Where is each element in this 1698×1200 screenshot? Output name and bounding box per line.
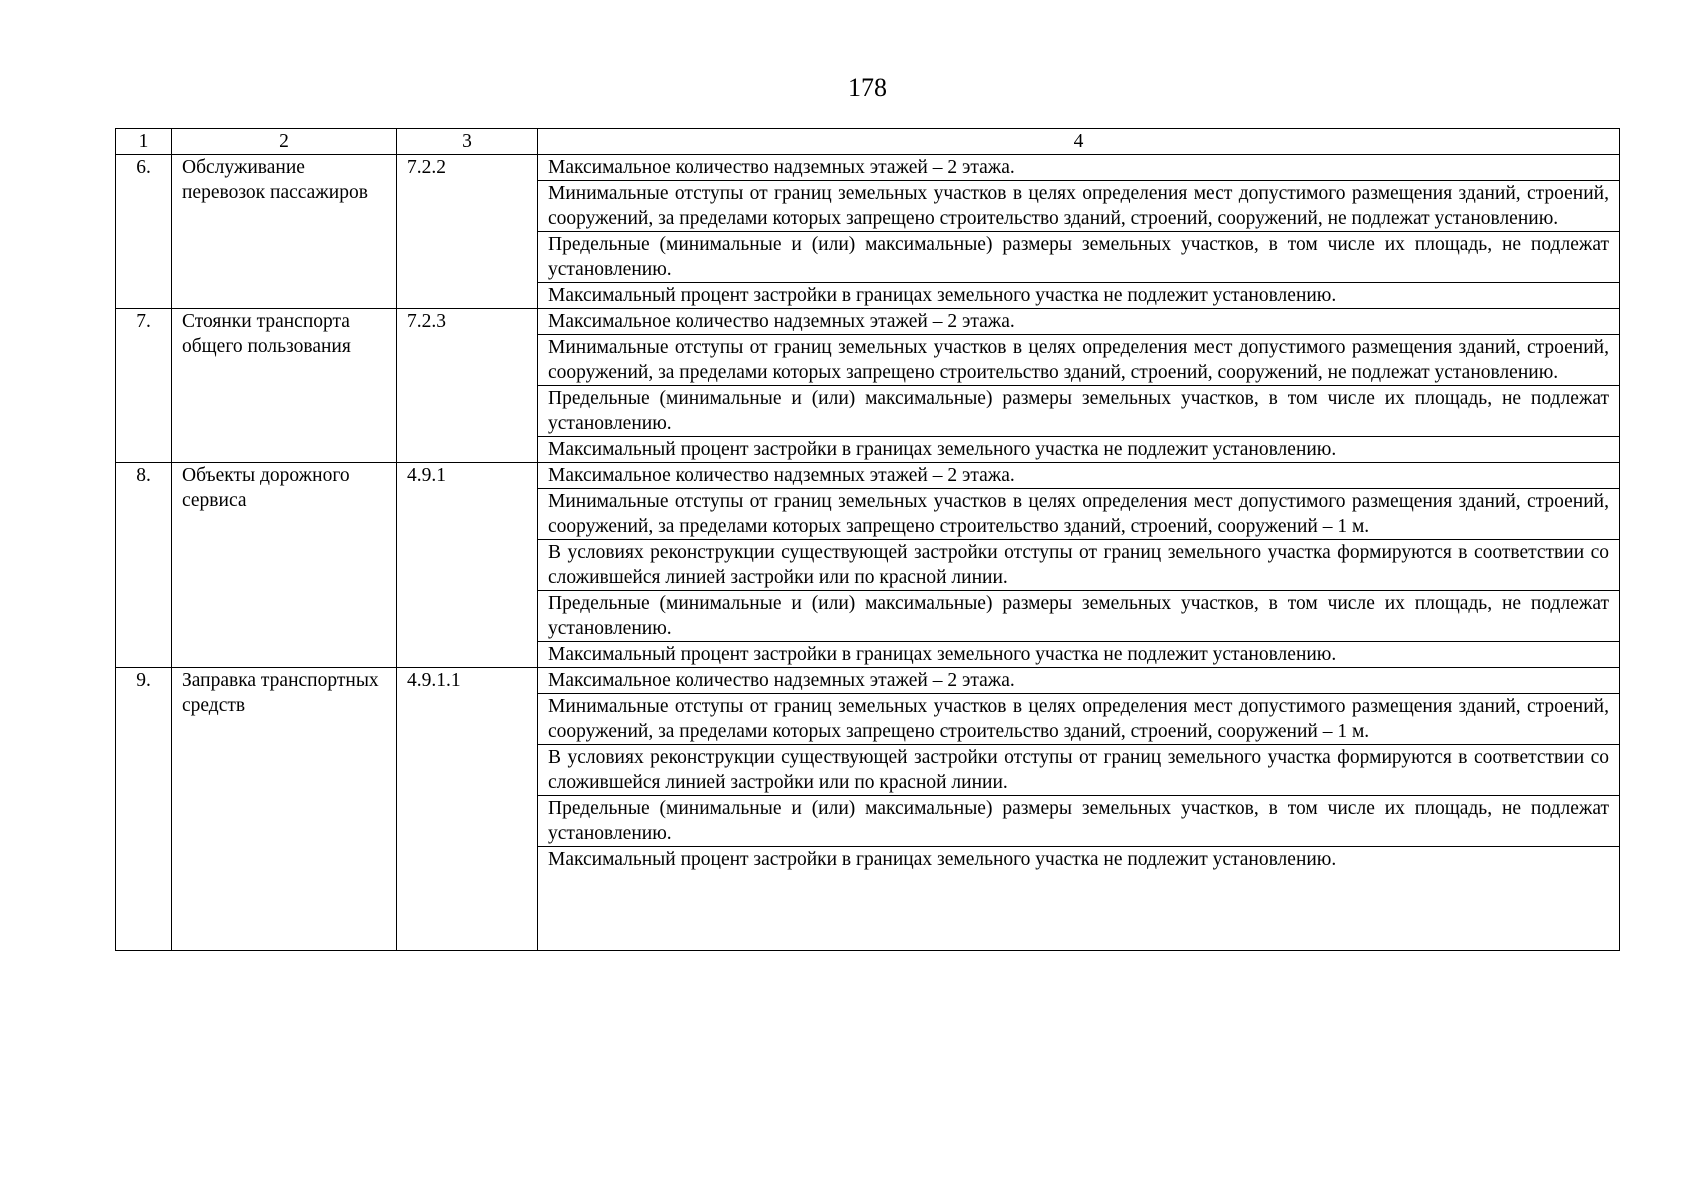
table-row — [116, 463, 1620, 489]
param-cell: Максимальное количество надземных этажей – 2 этажа. — [538, 463, 1620, 489]
param-cell: Минимальные отступы от границ земельных участков в целях определения мест допустимого размещения зданий, строений, сооружений, за пределами которых запрещено строительство зданий, строений, сооружений – 1 м. — [538, 489, 1620, 540]
param-cell: Минимальные отступы от границ земельных участков в целях определения мест допустимого размещения зданий, строений, сооружений, за пределами которых запрещено строительство зданий, строений, сооружений – 1 м. — [538, 694, 1620, 745]
param-cell: Предельные (минимальные и (или) максимальные) размеры земельных участков, в том числе их площадь, не подлежат установлению. — [538, 591, 1620, 642]
row-name: Обслуживание перевозок пассажиров — [172, 155, 397, 309]
row-name: Объекты дорожного сервиса — [172, 463, 397, 668]
row-code: 7.2.2 — [397, 155, 538, 309]
row-number: 7. — [116, 309, 172, 463]
page-number: 178 — [848, 73, 887, 102]
row-number: 6. — [116, 155, 172, 309]
param-cell: Максимальное количество надземных этажей – 2 этажа. — [538, 155, 1620, 181]
row-code: 4.9.1.1 — [397, 668, 538, 951]
param-cell: Минимальные отступы от границ земельных участков в целях определения мест допустимого размещения зданий, строений, сооружений, за пределами которых запрещено строительство зданий, строений, сооружений, не подлежат установлению. — [538, 335, 1620, 386]
param-cell: Максимальный процент застройки в границах земельного участка не подлежит установлению. — [538, 642, 1620, 668]
table-row — [116, 668, 1620, 694]
header-cell-2: 2 — [172, 129, 397, 155]
row-number: 9. — [116, 668, 172, 951]
row-number: 8. — [116, 463, 172, 668]
header-row — [116, 129, 1620, 155]
param-cell: Предельные (минимальные и (или) максимальные) размеры земельных участков, в том числе их площадь, не подлежат установлению. — [538, 796, 1620, 847]
regulations-table — [115, 128, 1620, 951]
param-cell: Максимальное количество надземных этажей – 2 этажа. — [538, 668, 1620, 694]
param-cell: Максимальное количество надземных этажей – 2 этажа. — [538, 309, 1620, 335]
param-cell: В условиях реконструкции существующей застройки отступы от границ земельного участка формируются в соответствии со сложившейся линией застройки или по красной линии. — [538, 540, 1620, 591]
header-cell-3: 3 — [397, 129, 538, 155]
header-cell-1: 1 — [116, 129, 172, 155]
header-cell-4: 4 — [538, 129, 1620, 155]
row-code: 7.2.3 — [397, 309, 538, 463]
row-name: Заправка транспортных средств — [172, 668, 397, 951]
param-cell: Максимальный процент застройки в границах земельного участка не подлежит установлению. — [538, 283, 1620, 309]
param-cell: Предельные (минимальные и (или) максимальные) размеры земельных участков, в том числе их площадь, не подлежат установлению. — [538, 386, 1620, 437]
param-cell: Максимальный процент застройки в границах земельного участка не подлежит установлению. — [538, 437, 1620, 463]
param-cell: Минимальные отступы от границ земельных участков в целях определения мест допустимого размещения зданий, строений, сооружений, за пределами которых запрещено строительство зданий, строений, сооружений, не подлежат установлению. — [538, 181, 1620, 232]
param-cell: В условиях реконструкции существующей застройки отступы от границ земельного участка формируются в соответствии со сложившейся линией застройки или по красной линии. — [538, 745, 1620, 796]
table-row — [116, 309, 1620, 335]
param-cell: Предельные (минимальные и (или) максимальные) размеры земельных участков, в том числе их площадь, не подлежат установлению. — [538, 232, 1620, 283]
param-cell: Максимальный процент застройки в границах земельного участка не подлежит установлению. — [538, 847, 1620, 951]
table-row — [116, 155, 1620, 181]
row-code: 4.9.1 — [397, 463, 538, 668]
row-name: Стоянки транспорта общего пользования — [172, 309, 397, 463]
